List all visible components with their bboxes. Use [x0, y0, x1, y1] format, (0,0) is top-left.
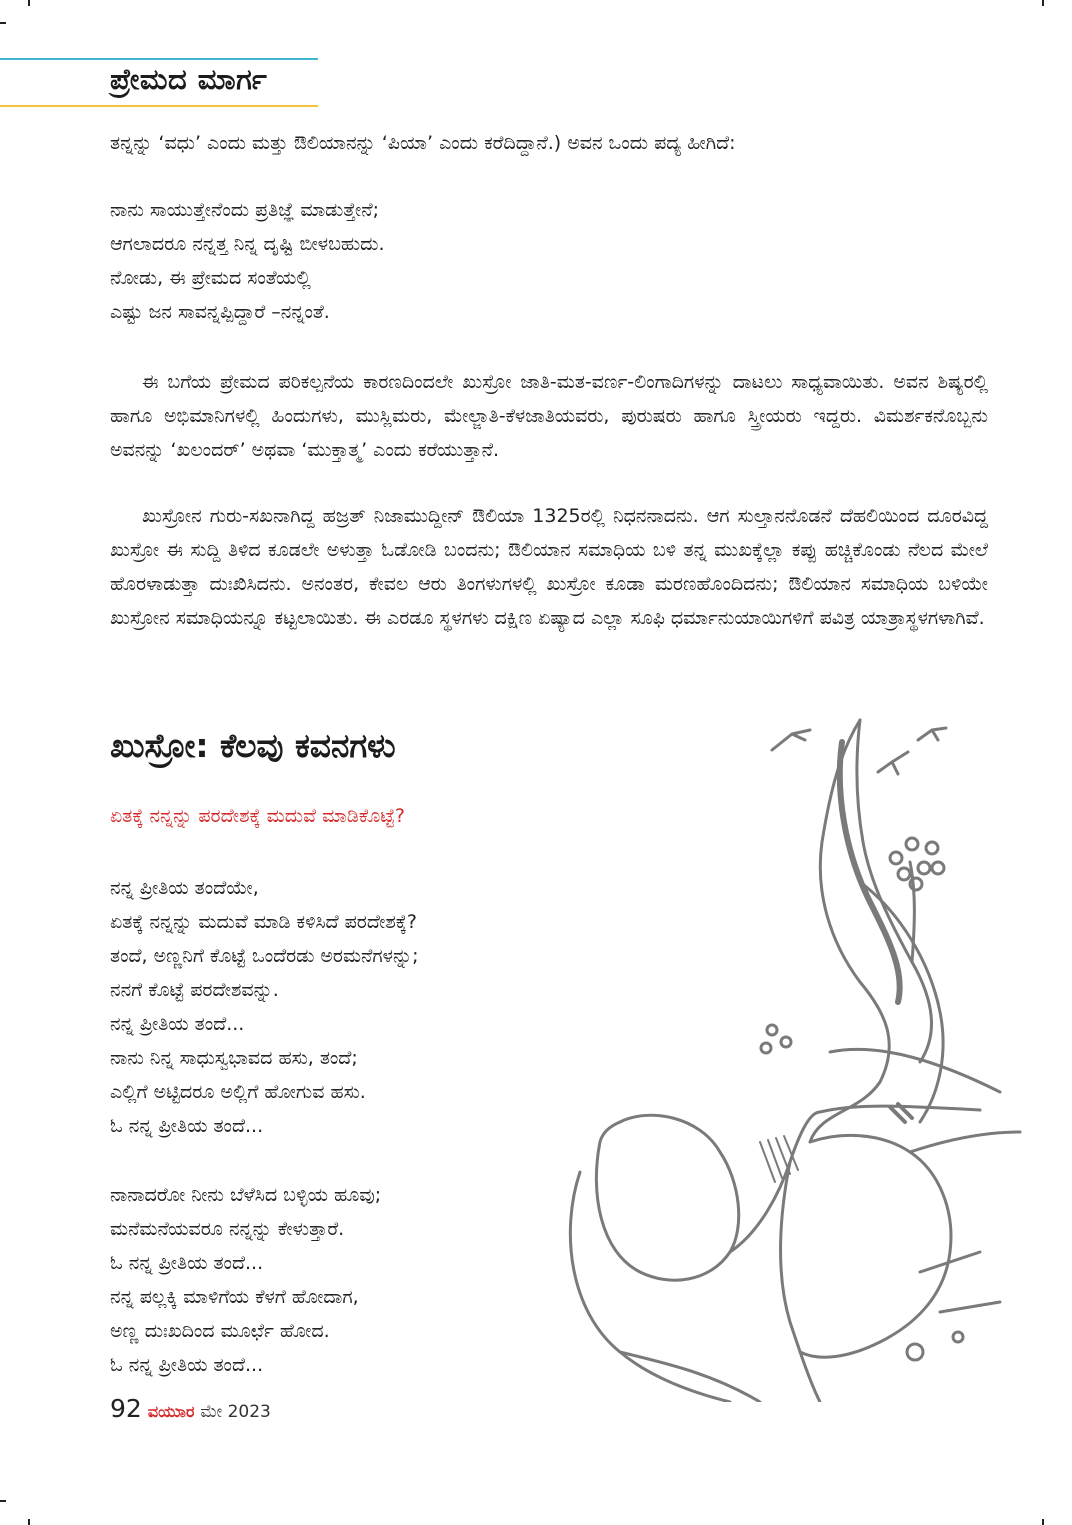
face-outline: [920, 1252, 1000, 1312]
face-outline: [596, 1115, 738, 1280]
berry-icon: [898, 868, 910, 880]
issue-date: ಮೇ 2023: [200, 1402, 271, 1422]
poem-line: ನಾನಾದರೋ ನೀನು ಬೆಳೆಸಿದ ಬಳ್ಳಿಯ ಹೂವು;: [110, 1184, 382, 1206]
poems-heading: ಖುಸ್ರೋ: ಕೆಲವು ಕವನಗಳು: [110, 726, 396, 765]
crop-mark: [28, 0, 30, 6]
poem-line: ಮನೆಮನೆಯವರೂ ನನ್ನನ್ನು ಕೇಳುತ್ತಾರೆ.: [110, 1218, 345, 1240]
verse-line: ಆಗಲಾದರೂ ನನ್ನತ್ತ ನಿನ್ನ ದೃಷ್ಟಿ ಬೀಳಬಹುದು.: [110, 233, 385, 255]
dot-icon: [767, 1025, 777, 1035]
crop-mark: [1042, 0, 1044, 6]
berry-icon: [918, 862, 930, 874]
poem-line: ಓ ನನ್ನ ಪ್ರೀತಿಯ ತಂದೆ...: [110, 1354, 264, 1376]
magazine-logo: ವಯುಾರ: [147, 1402, 195, 1421]
poem-line: ನನಗೆ ಕೊಟ್ಟೆ ಪರದೇಶವನ್ನು.: [110, 979, 279, 1001]
poem-line: ನನ್ನ ಪ್ರೀತಿಯ ತಂದೆ...: [110, 1013, 245, 1035]
body-paragraph: ಈ ಬಗೆಯ ಪ್ರೇಮದ ಪರಿಕಲ್ಪನೆಯ ಕಾರಣದಿಂದಲೇ ಖುಸ್ರೋ ಜಾತಿ-ಮತ-ವರ್ಣ-ಲಿಂಗಾದಿಗಳನ್ನು ದಾಟಲು ಸಾಧ್ಯವಾಯಿತು. ಅವನ ಶಿಷ್ಯರಲ್ಲಿ ಹಾಗೂ ಅಭಿಮಾನಿಗಳಲ್ಲಿ ಹಿಂದುಗಳು, ಮುಸ್ಲಿಮರು, ಮೇಲ್ಜಾತಿ-ಕೆಳಜಾತಿಯವರು, ಪುರುಷರು ಹಾಗೂ ಸ್ತ್ರೀಯರು ಇದ್ದರು. ವಿಮರ್ಶಕನೊಬ್ಬನು ಅವನನ್ನು ‘ಖಲಂದರ್’ ಅಥವಾ ‘ಮುಕ್ತಾತ್ಮ’ ಎಂದು ಕರೆಯುತ್ತಾನೆ.: [110, 371, 988, 461]
poem-stanza: [110, 871, 570, 1143]
poem-line: ಏತಕ್ಕೆ ನನ್ನನ್ನು ಮದುವೆ ಮಾಡಿ ಕಳಿಸಿದೆ ಪರದೇಶಕ್ಕೆ?: [110, 911, 417, 933]
dot-icon: [907, 1344, 923, 1360]
verse-line: ಎಷ್ಟು ಜನ ಸಾವನ್ನಪ್ಪಿದ್ದಾರೆ –ನನ್ನಂತೆ.: [110, 301, 330, 323]
face-outline: [800, 1135, 951, 1357]
dot-icon: [761, 1043, 771, 1053]
crop-mark: [0, 22, 6, 24]
bird-icon: [878, 752, 908, 774]
face-outline: [781, 1162, 820, 1402]
dot-icon: [781, 1037, 791, 1047]
figure-outline: [860, 882, 943, 1122]
verse-block: [110, 193, 710, 329]
poem-line: ಎಲ್ಲಿಗೆ ಅಟ್ಟಿದರೂ ಅಲ್ಲಿಗೆ ಹೋಗುವ ಹಸು.: [110, 1081, 366, 1103]
bird-icon: [918, 728, 946, 740]
face-outline: [570, 1172, 730, 1402]
poem-line: ಅಣ್ಣ ದುಃಖದಿಂದ ಮೂರ್ಛೆ ಹೋದ.: [110, 1320, 330, 1342]
illustration: [560, 712, 1060, 1402]
intro-line: ತನ್ನನ್ನು ‘ವಧು’ ಎಂದು ಮತ್ತು ಔಲಿಯಾನನ್ನು ‘ಪಿಯಾ’ ಎಂದು ಕರೆದಿದ್ದಾನೆ.) ಅವನ ಒಂದು ಪದ್ಯ ಹೀಗಿದೆ:: [110, 132, 736, 154]
berry-icon: [890, 852, 902, 864]
poem-line: ನನ್ನ ಪ್ರೀತಿಯ ತಂದೆಯೇ,: [110, 877, 259, 899]
berry-icon: [932, 862, 944, 874]
page-footer: [110, 1394, 271, 1423]
page-number: 92: [110, 1394, 142, 1423]
section-title: ಪ್ರೇಮದ ಮಾರ್ಗ: [110, 62, 268, 96]
dot-icon: [953, 1332, 963, 1342]
verse-line: ನೋಡು, ಈ ಪ್ರೇಮದ ಸಂತೆಯಲ್ಲಿ: [110, 267, 311, 289]
crop-mark: [28, 1519, 30, 1525]
crop-mark: [0, 1500, 6, 1502]
bird-icon: [772, 730, 810, 750]
berry-icon: [926, 842, 938, 854]
poem-line: ನನ್ನ ಪಲ್ಲಕ್ಕಿ ಮಾಳಿಗೆಯ ಕೆಳಗೆ ಹೋದಾಗ,: [110, 1286, 359, 1308]
poem-line: ನಾನು ನಿನ್ನ ಸಾಧುಸ್ವಭಾವದ ಹಸು, ತಂದೆ;: [110, 1047, 358, 1069]
verse-line: ನಾನು ಸಾಯುತ್ತೇನೆಂದು ಪ್ರತಿಜ್ಞೆ ಮಾಡುತ್ತೇನೆ;: [110, 199, 379, 221]
flow-line: [620, 1352, 760, 1402]
header-rule-top: [0, 58, 318, 60]
header-rule-bottom: [0, 105, 318, 107]
poem-line: ಓ ನನ್ನ ಪ್ರೀತಿಯ ತಂದೆ...: [110, 1252, 264, 1274]
berry-icon: [906, 838, 918, 850]
flow-line: [830, 1049, 1000, 1092]
poem-line: ತಂದೆ, ಅಣ್ಣನಿಗೆ ಕೊಟ್ಟೆ ಒಂದೆರಡು ಅರಮನೆಗಳನ್ನು;: [110, 945, 419, 967]
poem-line: ಓ ನನ್ನ ಪ್ರೀತಿಯ ತಂದೆ...: [110, 1115, 264, 1137]
body-paragraph: ಖುಸ್ರೋನ ಗುರು-ಸಖನಾಗಿದ್ದ ಹಜ್ರತ್ ನಿಜಾಮುದ್ದೀನ್ ಔಲಿಯಾ 1325ರಲ್ಲಿ ನಿಧನನಾದನು. ಆಗ ಸುಲ್ತಾನನೊಡನೆ ದೆಹಲಿಯಿಂದ ದೂರವಿದ್ದ ಖುಸ್ರೋ ಈ ಸುದ್ದಿ ತಿಳಿದ ಕೂಡಲೇ ಅಳುತ್ತಾ ಓಡೋಡಿ ಬಂದನು; ಔಲಿಯಾನ ಸಮಾಧಿಯ ಬಳಿ ತನ್ನ ಮುಖಕ್ಕೆಲ್ಲಾ ಕಪ್ಪು ಹಚ್ಚಿಕೊಂಡು ನೆಲದ ಮೇಲೆ ಹೊರಳಾಡುತ್ತಾ ದುಃಖಿಸಿದನು. ಅನಂತರ, ಕೇವಲ ಆರು ತಿಂಗಳುಗಳಲ್ಲಿ ಖುಸ್ರೋ ಕೂಡಾ ಮರಣಹೊಂದಿದನು; ಔಲಿಯಾನ ಸಮಾಧಿಯ ಬಳಿಯೇ ಖುಸ್ರೋನ ಸಮಾಧಿಯನ್ನೂ ಕಟ್ಟಲಾಯಿತು. ಈ ಎರಡೂ ಸ್ಥಳಗಳು ದಕ್ಷಿಣ ಏಷ್ಯಾದ ಎಲ್ಲಾ ಸೂಫಿ ಧರ್ಮಾನುಯಾಯಿಗಳಿಗೆ ಪವಿತ್ರ ಯಾತ್ರಾಸ್ಥಳಗಳಾಗಿವೆ.: [110, 505, 988, 629]
poem-stanza: [110, 1178, 570, 1382]
poem-title: ಏತಕ್ಕೆ ನನ್ನನ್ನು ಪರದೇಶಕ್ಕೆ ಮದುವೆ ಮಾಡಿಕೊಟ್ಟೆ?: [110, 805, 405, 827]
figure-outline: [810, 720, 889, 1142]
crop-mark: [1042, 1519, 1044, 1525]
face-outline: [910, 1132, 1020, 1152]
